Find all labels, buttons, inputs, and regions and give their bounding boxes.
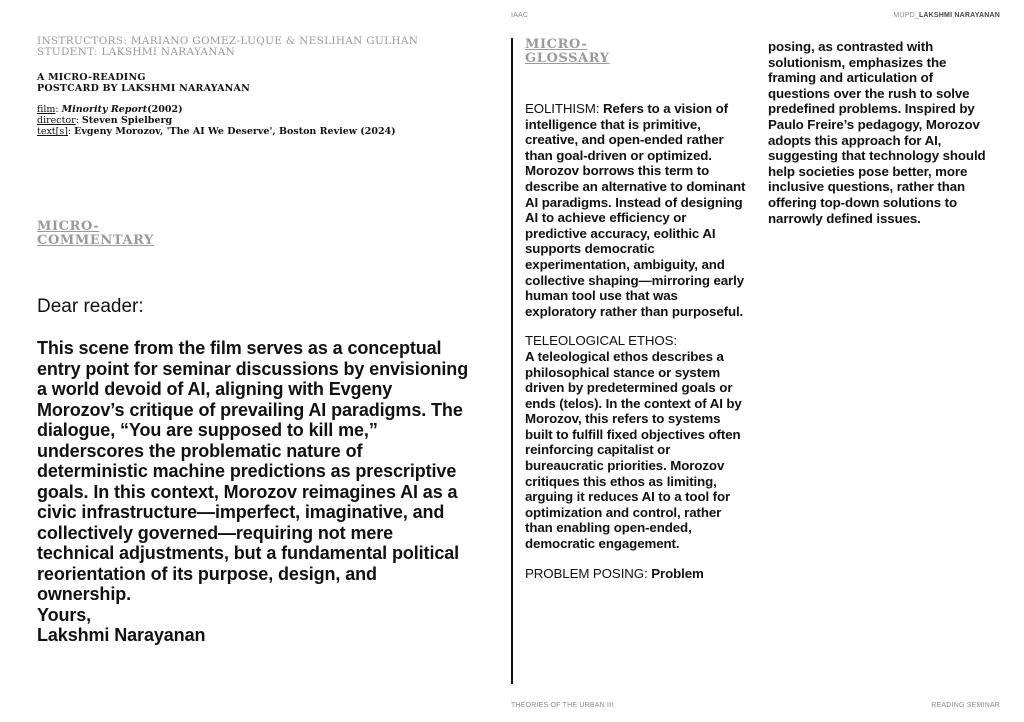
- glossary-column: [525, 101, 747, 595]
- header-left: IAAC: [511, 12, 529, 19]
- film-value: Minority Report: [61, 104, 148, 115]
- student-line: STUDENT: LAKSHMI NARAYANAN: [37, 46, 236, 58]
- glossary-entry-problem-posing: [525, 566, 747, 582]
- director-credit: director: Steven Spielberg: [37, 115, 173, 126]
- glossary-heading-line-1: MICRO-: [525, 37, 588, 52]
- footer-right: READING SEMINAR: [931, 702, 1000, 709]
- glossary-heading-line-2: GLOSSARY: [525, 51, 610, 66]
- instructors-line: INSTRUCTORS: MARIANO GOMEZ-LUQUE & NESLIHAN GULHAN: [37, 35, 419, 47]
- commentary-heading: [37, 220, 154, 248]
- texts-key: text[s]: [37, 126, 68, 137]
- glossary-definition: Refers to a vision of intelligence that is primitive, creative, and open-ended rather than goal-driven or optimized. Morozov borrows this term to describe an alternative to dominant AI paradigms. Instead of designing AI to achieve efficiency or predictive accuracy, eolithic AI supports democratic experimentation, ambiguity, and collective shaping—mirroring early human tool use that was exploratory rather than purposeful.: [525, 101, 746, 319]
- footer-left: THEORIES OF THE URBAN III: [511, 702, 614, 709]
- meta-block: [37, 36, 457, 137]
- column-divider: [511, 38, 513, 684]
- title-line-2: POSTCARD BY LAKSHMI NARAYANAN: [37, 83, 251, 94]
- commentary-heading-line-1: MICRO-: [37, 219, 100, 234]
- commentary-heading-line-2: COMMENTARY: [37, 233, 154, 248]
- glossary-definition: A teleological ethos describes a philosophical stance or system driven by predetermined goals or ends (telos). In the context of AI by Morozov, this refers to systems built to fulfill fixed objectives often reinforcing capitalist or bureaucratic priorities. Morozov critiques this ethos as limiting, arguing it reduces AI to a tool for optimization and control, rather than enabling open-ended, democratic engagement.: [525, 348, 742, 552]
- glossary-heading: [525, 38, 610, 66]
- texts-value: Evgeny Morozov, 'The AI We Deserve', Boston Review (2024): [74, 126, 396, 137]
- glossary-term: EOLITHISM:: [525, 101, 603, 116]
- closing: Yours,: [37, 604, 92, 625]
- header-right: [893, 12, 1000, 19]
- title-line-1: A MICRO-READING: [37, 72, 146, 83]
- film-credit: film: Minority Report(2002): [37, 104, 183, 115]
- texts-credit: text[s]: Evgeny Morozov, 'The AI We Deserve', Boston Review (2024): [37, 126, 396, 137]
- glossary-term: PROBLEM POSING:: [525, 565, 652, 581]
- signature: Lakshmi Narayanan: [37, 625, 206, 645]
- glossary-entry-eolithism: [525, 101, 747, 319]
- header-right-name: LAKSHMI NARAYANAN: [918, 12, 1000, 19]
- glossary-definition: Problem: [651, 565, 704, 581]
- glossary-term: TELEOLOGICAL ETHOS:: [525, 333, 678, 349]
- commentary-paragraph: This scene from the film serves as a conceptual entry point for seminar discussions by envisioning a world devoid of AI, aligning with Evgeny Morozov’s critique of prevailing AI paradigms. The dialogue, “You are supposed to kill me,” underscores the problematic nature of deterministic machine predictions as prescriptive goals. In this context, Morozov reimagines AI as a civic infrastructure—imperfect, imaginative, and collectively governed—requiring not mere technical adjustments, but a fundamental political reorientation of its purpose, design, and ownership.: [37, 338, 469, 604]
- glossary-continuation: posing, as contrasted with solutionism, emphasizes the framing and articulation of questions over the rush to solve predefined problems. Inspired by Paulo Freire’s pedagogy, Morozov adopts this approach for AI, suggesting that technology should help societies pose better, more inclusive questions, rather than offering top-down solutions to narrowly defined issues.: [768, 39, 986, 226]
- film-key: film: [37, 104, 56, 115]
- director-value: Steven Spielberg: [81, 115, 173, 126]
- glossary-entry-teleological-ethos: [525, 333, 747, 551]
- director-key: director: [37, 115, 76, 126]
- commentary-body: [37, 338, 469, 646]
- header-right-prefix: MUPD_: [893, 12, 919, 19]
- film-year: (2002): [147, 104, 183, 115]
- salutation: Dear reader:: [37, 296, 144, 317]
